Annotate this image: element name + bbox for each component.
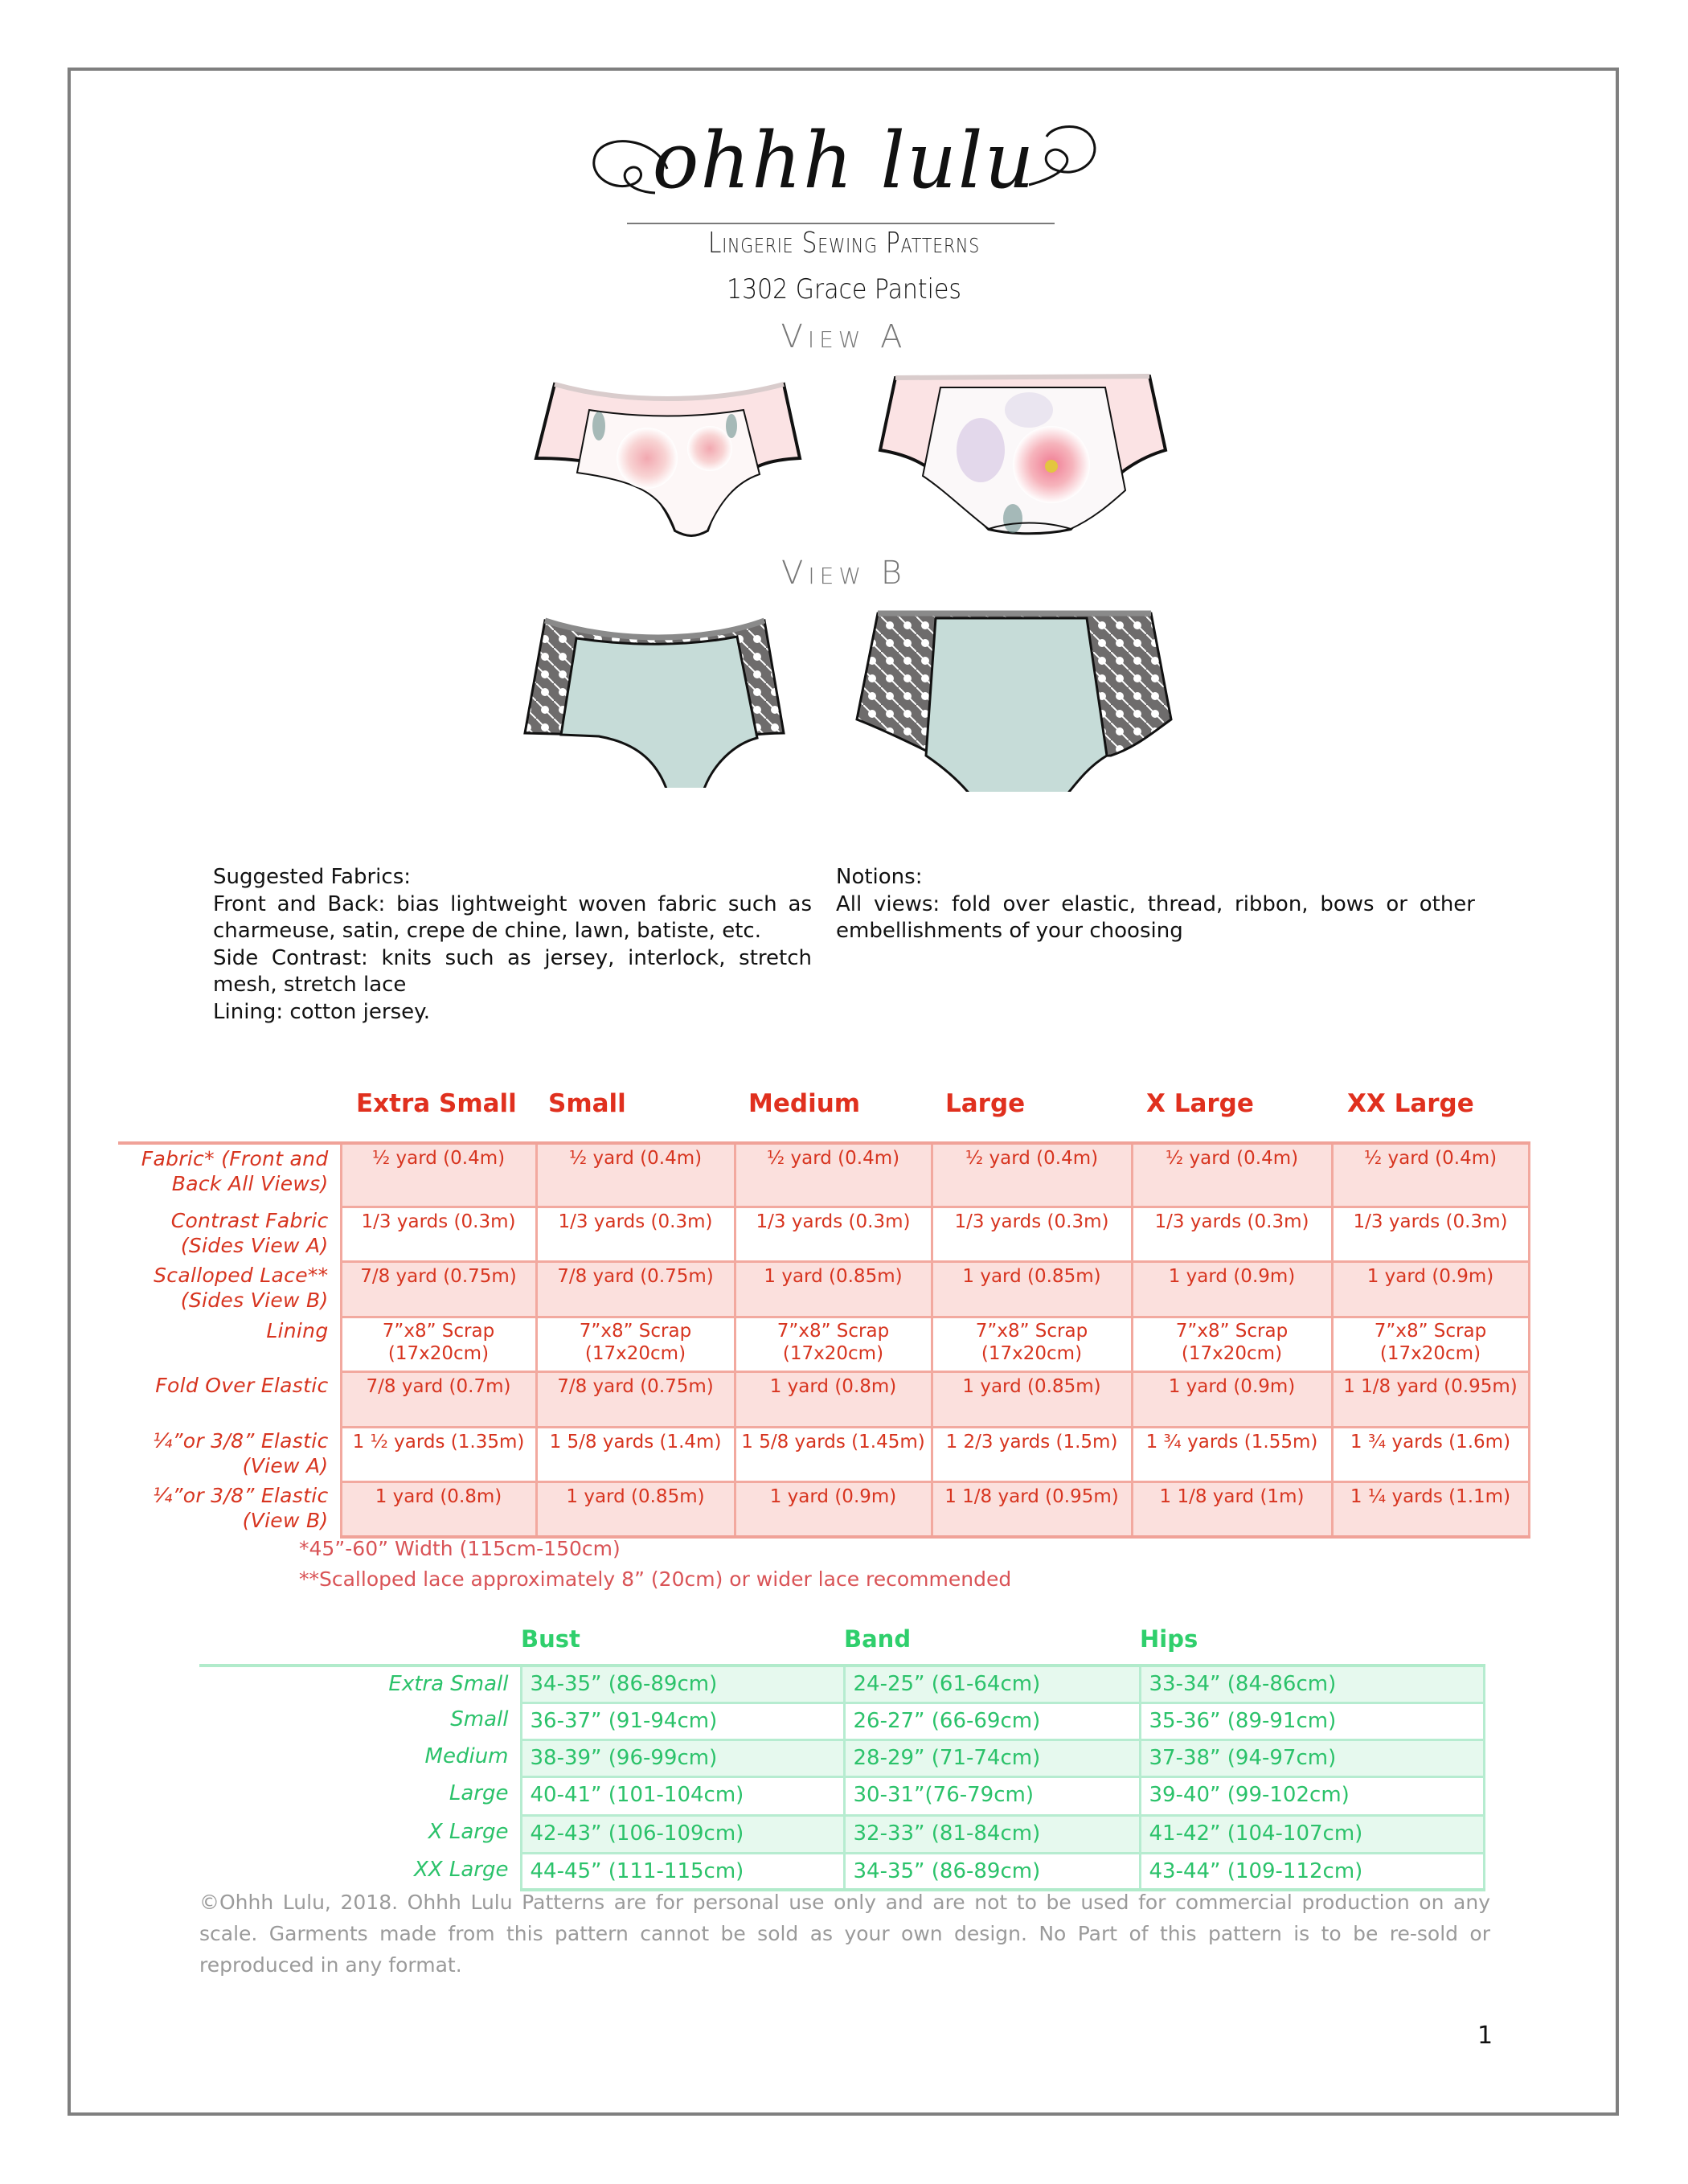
table-row (118, 1143, 1529, 1207)
copyright-notice: ©Ohhh Lulu, 2018. Ohhh Lulu Patterns are for personal use only and are not to be used for commercial production on any scale. Garments made from this pattern cannot be sold as your own design. No Part of this pattern is to be re-sold or reproduced in any format. (199, 1891, 1490, 1977)
row-label: Fabric* (Front and Back All Views) (118, 1143, 341, 1207)
brand-logo (579, 113, 1109, 260)
table-cell: 1 yard (0.8m) (735, 1371, 932, 1427)
table-row (118, 1317, 1529, 1371)
column-header: Hips (1140, 1625, 1198, 1653)
table-cell: 1 yard (0.85m) (932, 1371, 1132, 1427)
table-row (118, 1427, 1529, 1481)
yardage-table (118, 1141, 1530, 1539)
row-label: Lining (118, 1317, 341, 1371)
notions-text: All views: fold over elastic, thread, ribbon, bows or other embellishments of your choosing (836, 891, 1475, 943)
view-b-back-illustration (518, 595, 824, 788)
table-cell: 1/3 yards (0.3m) (735, 1207, 932, 1261)
table-cell: 1 yard (0.9m) (1132, 1371, 1332, 1427)
column-header: X Large (1146, 1089, 1254, 1118)
suggested-fabrics-line: Side Contrast: knits such as jersey, interlock, stretch mesh, stretch lace (213, 945, 812, 997)
table-cell: 37-38” (94-97cm) (1140, 1739, 1484, 1776)
table-row (199, 1703, 1484, 1739)
table-cell: 7”x8” Scrap (17x20cm) (932, 1317, 1132, 1371)
table-cell: 1 yard (0.8m) (341, 1481, 536, 1537)
table-cell: 39-40” (99-102cm) (1140, 1776, 1484, 1815)
table-cell: 34-35” (86-89cm) (844, 1853, 1140, 1890)
table-cell: 1 ¾ yards (1.55m) (1132, 1427, 1332, 1481)
table-cell: 7”x8” Scrap (17x20cm) (735, 1317, 932, 1371)
table-cell: 1 yard (0.9m) (735, 1481, 932, 1537)
yardage-table-header (0, 1089, 1688, 1129)
table-cell: 7”x8” Scrap (17x20cm) (1332, 1317, 1529, 1371)
table-cell: 33-34” (84-86cm) (1140, 1666, 1484, 1703)
table-cell: 1 yard (0.9m) (1332, 1261, 1529, 1317)
table-row (118, 1371, 1529, 1427)
table-cell: 38-39” (96-99cm) (521, 1739, 844, 1776)
view-b-front-illustration (846, 599, 1183, 792)
size-label: XX Large (199, 1853, 521, 1890)
table-cell: 24-25” (61-64cm) (844, 1666, 1140, 1703)
column-header: Medium (748, 1089, 861, 1118)
table-cell: 1 1/8 yard (1m) (1132, 1481, 1332, 1537)
notions (836, 864, 1475, 945)
table-cell: 1 1/8 yard (0.95m) (932, 1481, 1132, 1537)
table-cell: 7”x8” Scrap (17x20cm) (1132, 1317, 1332, 1371)
suggested-fabrics-line: Front and Back: bias lightweight woven fabric such as charmeuse, satin, crepe de chine, lawn, batiste, etc. (213, 891, 812, 943)
table-row (199, 1815, 1484, 1853)
table-cell: ½ yard (0.4m) (1132, 1143, 1332, 1207)
logo-subtitle: Lingerie Sewing Patterns (707, 227, 981, 260)
table-cell: 7/8 yard (0.75m) (536, 1371, 735, 1427)
table-cell: 1 yard (0.85m) (735, 1261, 932, 1317)
table-cell: 1 yard (0.85m) (536, 1481, 735, 1537)
table-cell: 41-42” (104-107cm) (1140, 1815, 1484, 1853)
row-label: Contrast Fabric (Sides View A) (118, 1207, 341, 1261)
table-cell: ½ yard (0.4m) (341, 1143, 536, 1207)
table-cell: 1 2/3 yards (1.5m) (932, 1427, 1132, 1481)
size-chart-table (199, 1664, 1485, 1891)
table-cell: 1 yard (0.85m) (932, 1261, 1132, 1317)
footnote-lace-width: **Scalloped lace approximately 8” (20cm) or wider lace recommended (299, 1567, 1012, 1591)
column-header: Band (844, 1625, 912, 1653)
table-cell: 43-44” (109-112cm) (1140, 1853, 1484, 1890)
table-cell: 44-45” (111-115cm) (521, 1853, 844, 1890)
table-cell: ½ yard (0.4m) (735, 1143, 932, 1207)
column-header: Small (548, 1089, 626, 1118)
column-header: Large (945, 1089, 1026, 1118)
notions-heading: Notions: (836, 865, 923, 889)
table-cell: 1/3 yards (0.3m) (341, 1207, 536, 1261)
size-label: Small (199, 1703, 521, 1739)
size-label: X Large (199, 1815, 521, 1853)
page-number: 1 (1477, 2022, 1493, 2050)
row-label: Fold Over Elastic (118, 1371, 341, 1427)
logo-script: ohhh lulu (652, 116, 1036, 206)
table-cell: 1/3 yards (0.3m) (1332, 1207, 1529, 1261)
table-cell: 7/8 yard (0.75m) (341, 1261, 536, 1317)
size-label: Large (199, 1776, 521, 1815)
size-label: Medium (199, 1739, 521, 1776)
suggested-fabrics (213, 864, 812, 1026)
row-label: ¼”or 3/8” Elastic (View B) (118, 1481, 341, 1537)
view-a-front-illustration (860, 370, 1182, 539)
size-chart-header (0, 1625, 1688, 1657)
table-cell: 7/8 yard (0.75m) (536, 1261, 735, 1317)
table-cell: 1 ¼ yards (1.1m) (1332, 1481, 1529, 1537)
table-cell: 1 5/8 yards (1.45m) (735, 1427, 932, 1481)
size-label: Extra Small (199, 1666, 521, 1703)
table-row (118, 1481, 1529, 1537)
footnote-fabric-width: *45”-60” Width (115cm-150cm) (299, 1537, 621, 1560)
table-row (199, 1666, 1484, 1703)
table-cell: 28-29” (71-74cm) (844, 1739, 1140, 1776)
table-cell: 30-31”(76-79cm) (844, 1776, 1140, 1815)
logo-divider (627, 223, 1055, 224)
table-row (199, 1776, 1484, 1815)
row-label: Scalloped Lace** (Sides View B) (118, 1261, 341, 1317)
table-cell: 42-43” (106-109cm) (521, 1815, 844, 1853)
table-cell: 35-36” (89-91cm) (1140, 1703, 1484, 1739)
suggested-fabrics-heading: Suggested Fabrics: (213, 865, 412, 889)
view-b-label: View B (781, 555, 907, 592)
table-row (118, 1207, 1529, 1261)
column-header: XX Large (1347, 1089, 1474, 1118)
row-label: ¼”or 3/8” Elastic (View A) (118, 1427, 341, 1481)
column-header: Extra Small (356, 1089, 517, 1118)
view-a-back-illustration (526, 370, 832, 539)
table-cell: 1 5/8 yards (1.4m) (536, 1427, 735, 1481)
table-cell: ½ yard (0.4m) (1332, 1143, 1529, 1207)
table-row (118, 1261, 1529, 1317)
table-cell: ½ yard (0.4m) (932, 1143, 1132, 1207)
table-cell: 34-35” (86-89cm) (521, 1666, 844, 1703)
suggested-fabrics-line: Lining: cotton jersey. (213, 999, 431, 1024)
table-cell: 1/3 yards (0.3m) (1132, 1207, 1332, 1261)
table-cell: 7/8 yard (0.7m) (341, 1371, 536, 1427)
table-cell: 1/3 yards (0.3m) (932, 1207, 1132, 1261)
view-a-label: View A (780, 318, 908, 355)
pattern-title: 1302 Grace Panties (727, 273, 961, 305)
table-cell: 36-37” (91-94cm) (521, 1703, 844, 1739)
table-cell: 1 yard (0.9m) (1132, 1261, 1332, 1317)
table-cell: 1/3 yards (0.3m) (536, 1207, 735, 1261)
column-header: Bust (521, 1625, 580, 1653)
table-cell: 1 1/8 yard (0.95m) (1332, 1371, 1529, 1427)
table-cell: 32-33” (81-84cm) (844, 1815, 1140, 1853)
table-cell: 40-41” (101-104cm) (521, 1776, 844, 1815)
table-cell: 1 ¾ yards (1.6m) (1332, 1427, 1529, 1481)
table-cell: 1 ½ yards (1.35m) (341, 1427, 536, 1481)
table-cell: 7”x8” Scrap (17x20cm) (536, 1317, 735, 1371)
table-cell: 26-27” (66-69cm) (844, 1703, 1140, 1739)
table-cell: ½ yard (0.4m) (536, 1143, 735, 1207)
table-row (199, 1739, 1484, 1776)
table-row (199, 1853, 1484, 1890)
table-cell: 7”x8” Scrap (17x20cm) (341, 1317, 536, 1371)
